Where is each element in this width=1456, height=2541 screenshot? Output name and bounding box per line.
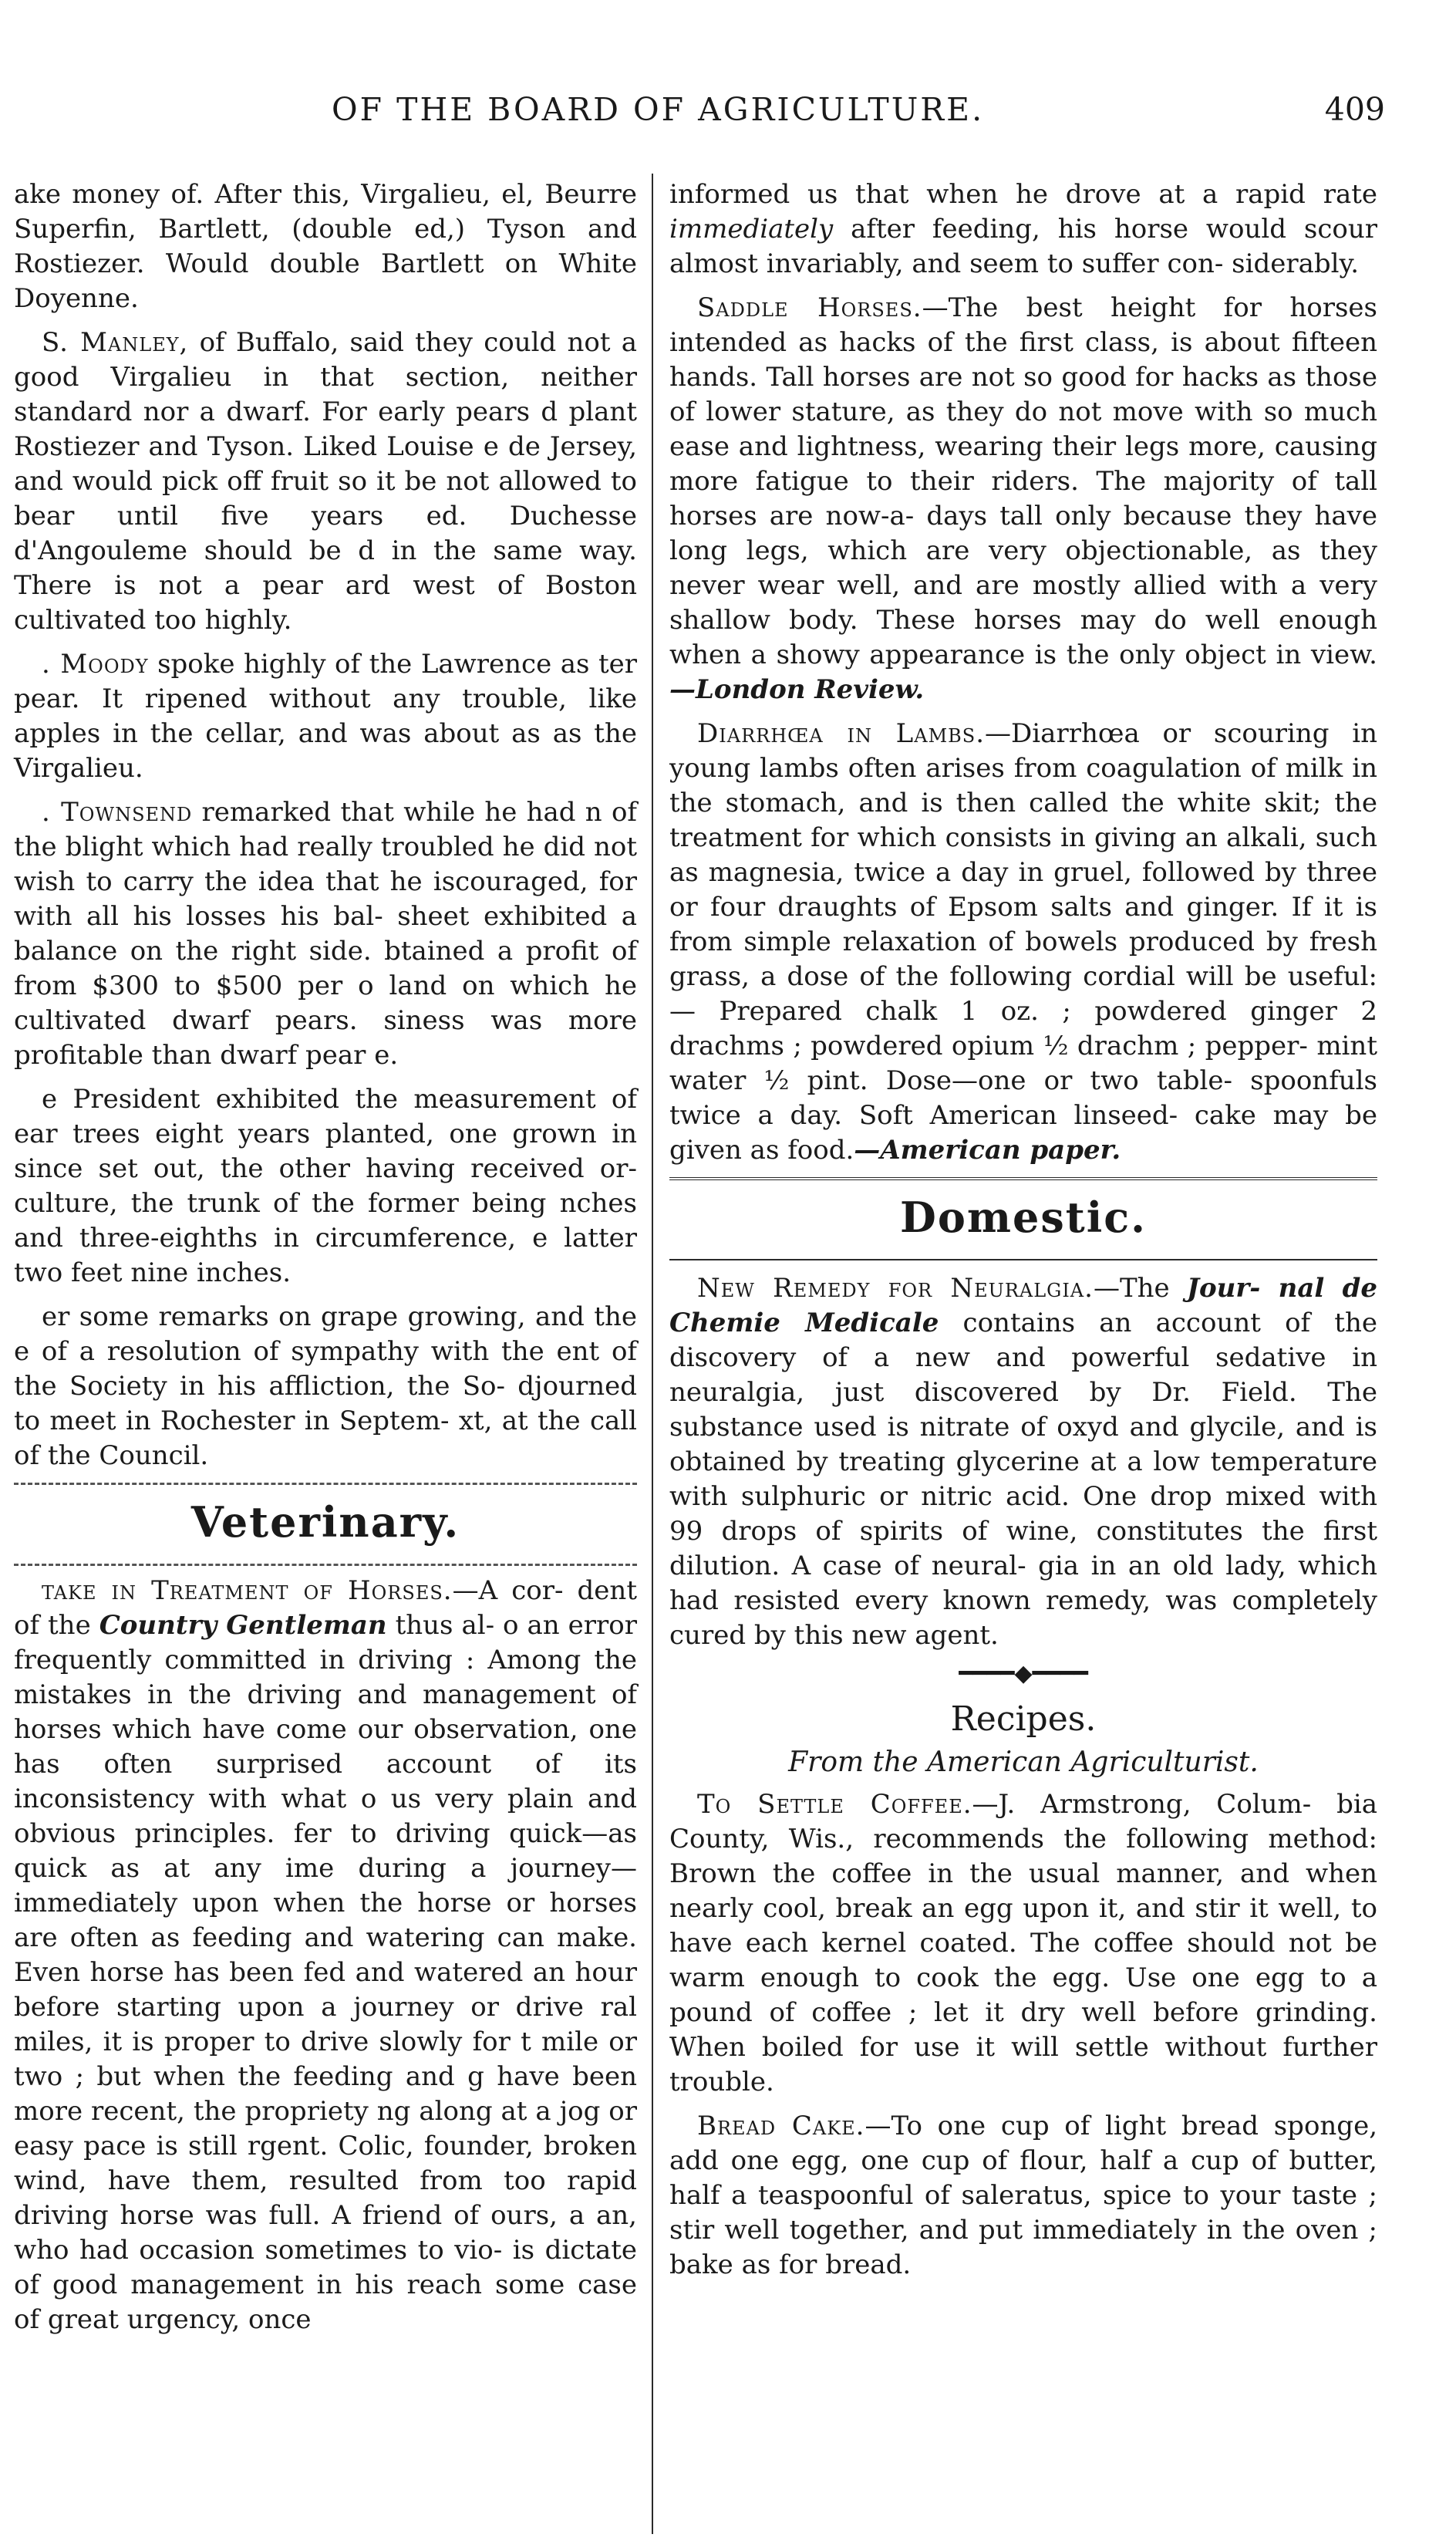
diarrhoea-lambs-paragraph: Diarrhœa in Lambs.—Diarrhœa or scouring in young lambs often arises from coagulation of milk in the stomach, and is then called the white skit; the treatment for which consists in giving an alkali, such as magnesia, twice a day in gruel, followed by three or four draughts of Epsom salts and ginger. If it is from simple relaxation of bowels produced by fresh grass, a dose of the following cordial will be useful:— Prepared chalk 1 oz. ; powdered ginger 2 drachms ; powdered opium ½ drachm ; pepper- mint water ½ pint. Dose—one or two table- spoonfuls twice a day. Soft American linseed- cake may be given as food.—American paper. xyxy=(669,718,1378,1166)
pear-discussion-paragraph: ake money of. After this, Virgalieu, el, Beurre Superfin, Bartlett, (double ed,) Tyson and Rostiezer. Would double Bartlett on White Doyenne. xyxy=(14,179,637,314)
manley-paragraph: S. Manley, of Buffalo, said they could not a good Virgalieu in that section, neither standard nor a dwarf. For early pears d plant Rostiezer and Tyson. Liked Louise e de Jersey, and would pick off fruit so it be not allowed to bear until five years ed. Duchesse d'Angouleme should be d in the same way. There is not a pear ard west of Boston cultivated too highly. xyxy=(14,327,637,636)
adjournment-paragraph: er some remarks on grape growing, and the e of a resolution of sympathy with the ent of the Society in his affliction, the So- djourned to meet in Rochester in Septem- xt, at the call of the Council. xyxy=(14,1301,637,1471)
article-title: Saddle Horses. xyxy=(697,292,922,323)
section-divider xyxy=(14,1564,637,1566)
recipes-heading: Recipes. xyxy=(950,1699,1097,1739)
speaker-name: S. Manley, xyxy=(42,327,189,358)
speaker-name: . Moody xyxy=(42,649,149,680)
section-divider xyxy=(14,1483,637,1485)
article-title: Diarrhœa in Lambs. xyxy=(697,718,986,749)
page-number: 409 xyxy=(1324,91,1385,128)
section-heading-domestic: Domestic. xyxy=(900,1193,1147,1242)
president-paragraph: e President exhibited the measurement of ear trees eight years planted, one grown in since set out, the other having received or- culture, the trunk of the former being nches and three-eighths in circumference, e latter two feet nine inches. xyxy=(14,1084,637,1288)
page-header xyxy=(0,91,1456,145)
recipes-source: From the American Agriculturist. xyxy=(788,1746,1259,1778)
horse-scour-paragraph: informed us that when he drove at a rapid rate immediately after feeding, his horse would scour almost invariably, and seem to suffer con- siderably. xyxy=(669,179,1377,279)
settle-coffee-paragraph: To Settle Coffee.—J. Armstrong, Colum- bia County, Wis., recommends the following method: Brown the coffee in the usual manner, and when nearly cool, break an egg upon it, and stir it well, to have each kernel coated. The coffee should not be warm enough to cook the egg. Use one egg to a pound of coffee ; let it dry well before grinding. When boiled for use it will settle without further trouble. xyxy=(669,1789,1378,2097)
source-name: —London Review. xyxy=(669,674,925,705)
moody-paragraph: . Moody spoke highly of the Lawrence as ter pear. It ripened without any trouble, like apples in the cellar, and was about as as the Virgalieu. xyxy=(14,649,637,784)
speaker-name: . Townsend xyxy=(42,797,193,828)
neuralgia-paragraph: New Remedy for Neuralgia.—The Jour- nal de Chemie Medicale contains an account of the discovery of a new and powerful sedative in neuralgia, just discovered by Dr. Field. The substance used is nitrate of oxyd and glycile, and is obtained by treating glycerine at a low temperature with sulphuric or nitric acid. One drop mixed with 99 drops of spirits of wine, constitutes the first dilution. A case of neural- gia in an old lady, which had resisted every known remedy, was completely cured by this new agent. xyxy=(669,1273,1377,1651)
running-title: OF THE BOARD OF AGRICULTURE. xyxy=(332,91,985,128)
section-divider xyxy=(669,1259,1377,1260)
saddle-horses-paragraph: Saddle Horses.—The best height for horses intended as hacks of the first class, is about fifteen hands. Tall horses are not so good for hacks as those of lower stature, as they do not move with so much ease and lightness, wearing their legs more, causing more fatigue to their riders. The majority of tall horses are now-a- days tall only because they have long legs, which are very objectionable, as they never wear well, and are mostly allied with a very shallow body. These horses may do well enough when a showy appearance is the only object in view. —London Review. xyxy=(669,292,1378,705)
article-title: To Settle Coffee. xyxy=(697,1789,972,1820)
source-name: Country Gentleman xyxy=(99,1610,387,1641)
article-title: take in Treatment of Horses. xyxy=(42,1575,453,1606)
source-name: —American paper. xyxy=(854,1135,1121,1166)
left-column xyxy=(14,177,637,2347)
section-divider xyxy=(669,1177,1377,1180)
townsend-paragraph: . Townsend remarked that while he had n of the blight which had really troubled he did not wish to carry the idea that he iscouraged, for with all his losses his bal- sheet exhibited a balance on the right side. btained a profit of from $300 to $500 per o land on which he cultivated dwarf pears. siness was more profitable than dwarf pear e. xyxy=(14,797,637,1071)
horse-treatment-paragraph: take in Treatment of Horses.—A cor- dent of the Country Gentleman thus al- o an error frequently committed in driving : Among the mistakes in the driving and management of horses which have come our observation, one has often surprised account of its inconsistency with what o us very plain and obvious principles. fer to driving quick—as quick as at any ime during a journey—immediately upon when the horse or horses are often as feeding and watering can make. Even horse has been fed and watered an hour before starting upon a journey or drive ral miles, it is proper to drive slowly for t mile or two ; but when the feeding and g have been more recent, the propriety ng along at a jog or easy pace is still rgent. Colic, founder, broken wind, have them, resulted from too rapid driving horse was full. A friend of ours, a an, who had occasion sometimes to vio- is dictate of good management in his reach some case of great urgency, once xyxy=(14,1575,637,2335)
column-divider xyxy=(652,174,653,2534)
right-column xyxy=(669,177,1377,2292)
bread-cake-paragraph: Bread Cake.—To one cup of light bread sponge, add one egg, one cup of flour, half a cup of butter, half a teaspoonful of saleratus, spice to your taste ; stir well together, and put immediately in the oven ; bake as for bread. xyxy=(669,2111,1377,2280)
section-heading-veterinary: Veterinary. xyxy=(190,1497,460,1547)
article-title: New Remedy for Neuralgia. xyxy=(697,1273,1094,1304)
ornament-divider: ━━━━◆━━━━ xyxy=(959,1660,1088,1687)
article-title: Bread Cake. xyxy=(697,2111,865,2141)
source-name: Jour- nal de Chemie Medicale xyxy=(669,1273,1377,1338)
